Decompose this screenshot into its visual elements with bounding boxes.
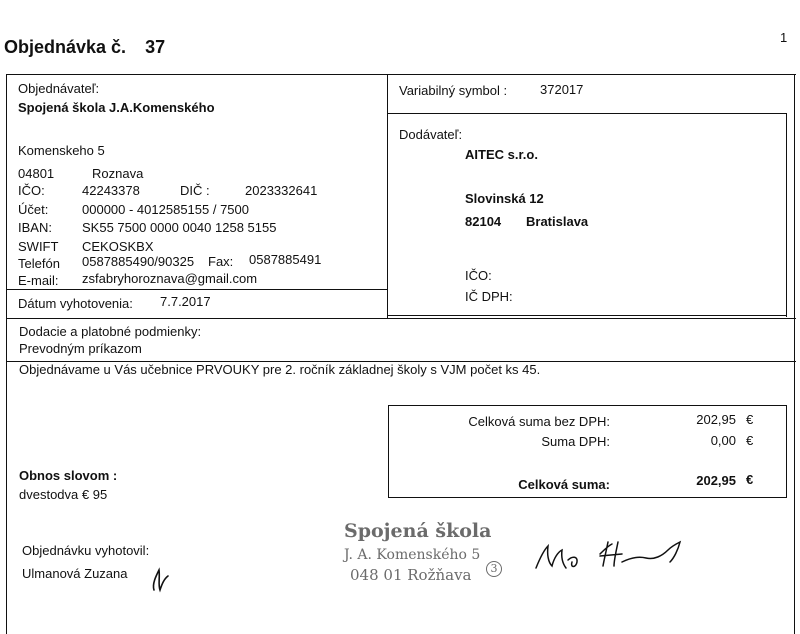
total-label: Celková suma:: [518, 477, 610, 492]
buyer-fax-label: Fax:: [208, 254, 234, 269]
supplier-label: Dodávateľ:: [399, 127, 463, 142]
document-title: [4, 37, 165, 58]
totals-box-top: [388, 405, 787, 406]
sum-no-vat-value: 202,95: [696, 412, 736, 427]
page-number: 1: [780, 30, 788, 45]
stamp-line-1: Spojená škola: [344, 520, 492, 542]
issuer-label: Objednávku vyhotovil:: [22, 543, 150, 558]
buyer-swift: CEKOSKBX: [82, 239, 154, 254]
buyer-email-label: E-mail:: [18, 273, 59, 288]
buyer-name: Spojená škola J.A.Komenského: [18, 100, 215, 115]
buyer-phone: 0587885490/90325: [82, 254, 195, 269]
frame-right: [794, 74, 795, 634]
supplier-city: Bratislava: [526, 214, 589, 229]
vat-value: 0,00: [710, 433, 736, 448]
supplier-box-bottom: [387, 315, 787, 316]
issuer-signature: [144, 562, 178, 596]
vat-label: Suma DPH:: [541, 434, 610, 449]
stamp-line-3: 048 01 Rožňava: [350, 566, 472, 584]
vat-currency: €: [746, 433, 754, 448]
frame-middle-divider: [387, 74, 388, 318]
document-title-label: Objednávka č.: [4, 37, 127, 57]
buyer-account-label: Účet:: [18, 202, 49, 217]
order-number: 37: [145, 37, 166, 57]
frame-left: [6, 74, 7, 634]
date-divider-top: [6, 289, 387, 290]
terms-divider-top: [6, 318, 796, 319]
sum-no-vat-label: Celková suma bez DPH:: [468, 414, 610, 429]
supplier-icdph-label: IČ DPH:: [465, 289, 513, 304]
order-text: Objednávame u Vás učebnice PRVOUKY pre 2. ročník základnej školy s VJM počet ks 45.: [19, 362, 541, 377]
buyer-city: Roznava: [92, 166, 144, 181]
buyer-street: Komenskeho 5: [18, 143, 105, 158]
buyer-zip: 04801: [18, 166, 55, 181]
in-words-value: dvestodva € 95: [19, 487, 108, 502]
frame-top: [6, 74, 796, 75]
date-label: Dátum vyhotovenia:: [18, 296, 133, 311]
supplier-street: Slovinská 12: [465, 191, 544, 206]
supplier-box-right: [786, 113, 787, 317]
supplier-zip: 82104: [465, 214, 502, 229]
varsym-value: 372017: [540, 82, 584, 97]
date-value: 7.7.2017: [160, 294, 211, 309]
buyer-email: zsfabryhoroznava@gmail.com: [82, 271, 258, 286]
issuer-name: Ulmanová Zuzana: [22, 566, 128, 581]
total-value: 202,95: [696, 473, 736, 488]
buyer-label: Objednávateľ:: [18, 81, 100, 96]
buyer-phone-label: Telefón: [18, 256, 60, 271]
terms-value: Prevodným príkazom: [19, 341, 142, 356]
buyer-ico-label: IČO:: [18, 183, 45, 198]
sum-no-vat-currency: €: [746, 412, 754, 427]
terms-label: Dodacie a platobné podmienky:: [19, 324, 202, 339]
stamp-number: 3: [486, 561, 502, 577]
total-currency: €: [746, 472, 754, 487]
totals-box-right: [786, 405, 787, 498]
buyer-account: 000000 - 4012585155 / 7500: [82, 202, 249, 217]
buyer-iban: SK55 7500 0000 0040 1258 5155: [82, 220, 277, 235]
buyer-ico: 42243378: [82, 183, 140, 198]
stamp-line-2: J. A. Komenského 5: [344, 547, 481, 563]
buyer-swift-label: SWIFT: [18, 239, 59, 254]
signature: [530, 532, 690, 582]
totals-box-left: [388, 405, 389, 498]
buyer-fax: 0587885491: [249, 252, 322, 267]
supplier-ico-label: IČO:: [465, 268, 492, 283]
in-words-label: Obnos slovom :: [19, 468, 118, 483]
buyer-dic-label: DIČ :: [180, 183, 210, 198]
buyer-iban-label: IBAN:: [18, 220, 52, 235]
supplier-name: AITEC s.r.o.: [465, 147, 538, 162]
buyer-dic: 2023332641: [245, 183, 318, 198]
varsym-divider: [387, 113, 787, 114]
totals-box-bottom: [388, 497, 787, 498]
varsym-label: Variabilný symbol :: [399, 83, 508, 98]
